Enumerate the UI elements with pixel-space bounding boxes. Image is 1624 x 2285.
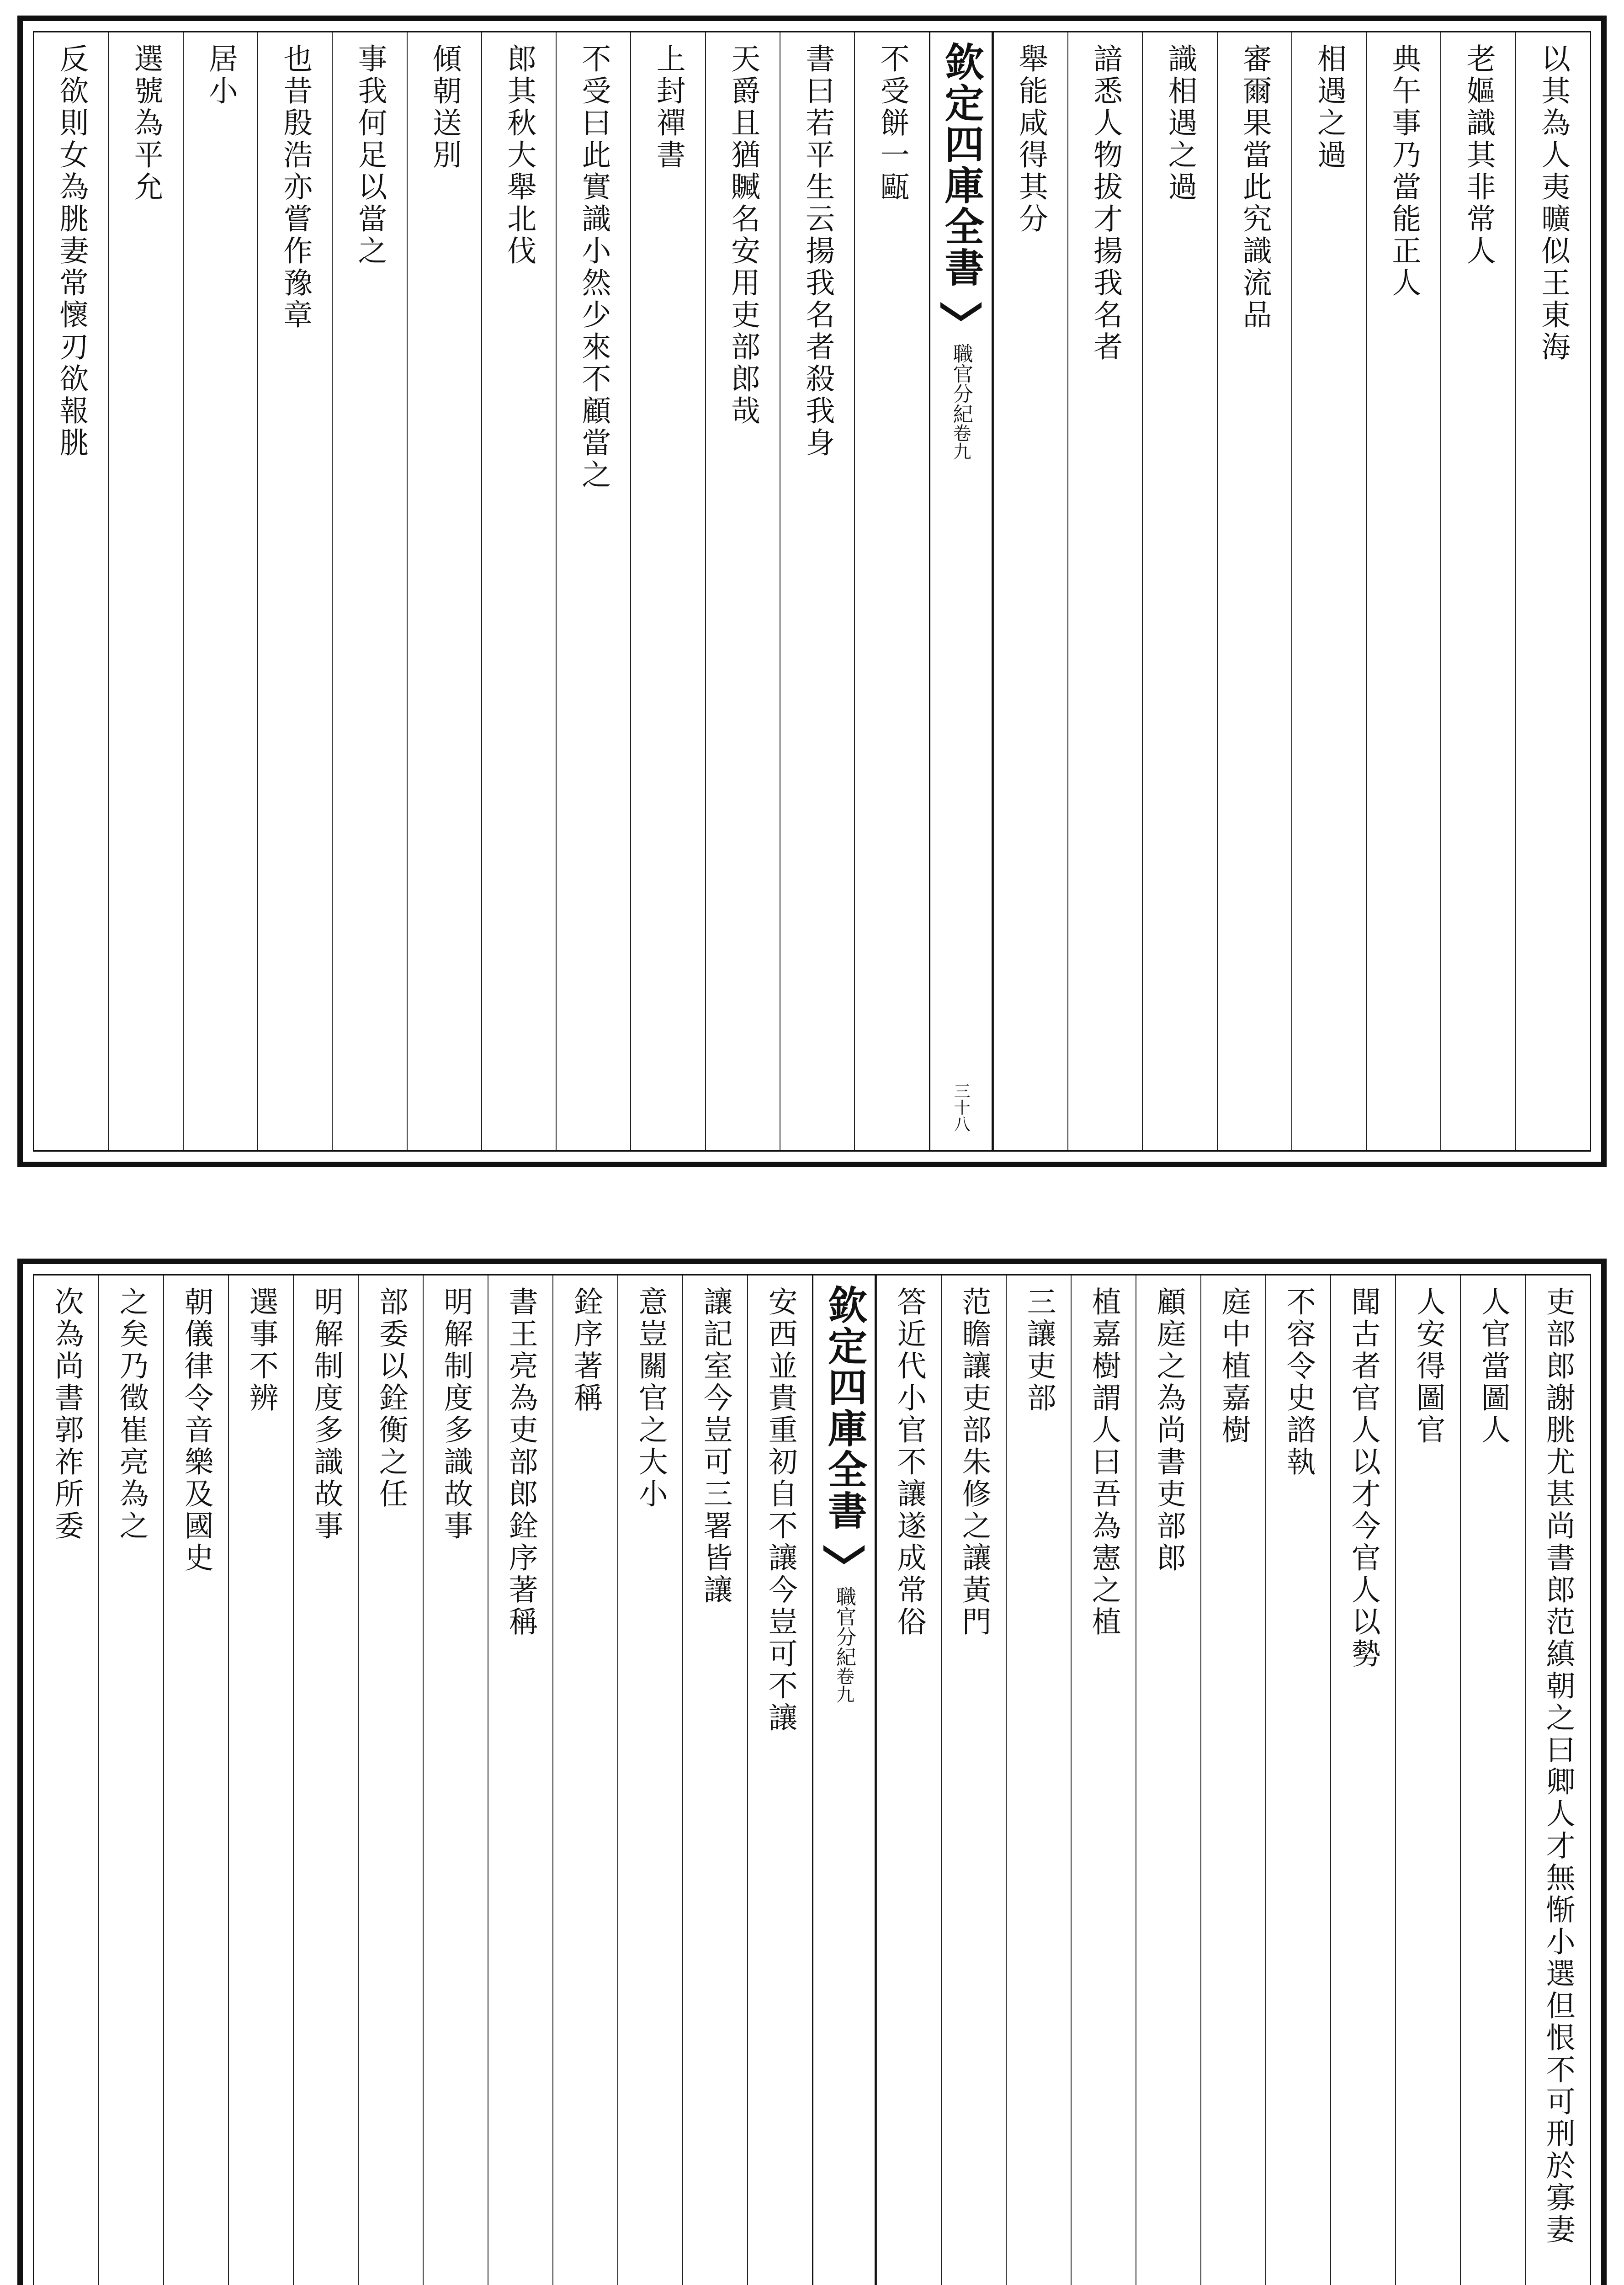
text-column	[108, 32, 182, 1150]
column-text: 不受曰此實識小然少來不顧當之	[577, 43, 611, 491]
section-title: 職官分紀	[949, 343, 973, 424]
juan-number: 卷九	[950, 424, 971, 460]
column-text: 反欲則女為朓妻常懷刃欲報朓	[54, 43, 89, 459]
column-text: 識相遇之過	[1163, 43, 1197, 203]
column-text: 居小	[203, 43, 238, 107]
text-column	[183, 32, 257, 1150]
text-column	[1460, 1275, 1525, 2285]
column-text: 明解制度多識故事	[309, 1286, 343, 1542]
bottom-page-columns	[34, 1275, 1590, 2285]
column-text: 相遇之過	[1312, 43, 1347, 171]
text-column	[617, 1275, 682, 2285]
column-text: 朝儀律令音樂及國史	[179, 1286, 213, 1574]
text-column	[228, 1275, 293, 2285]
fish-tail-mark-icon	[823, 1545, 865, 1573]
column-text: 明解制度多識故事	[439, 1286, 473, 1542]
column-text: 部委以銓衡之任	[374, 1286, 408, 1510]
column-text: 意豈關官之大小	[633, 1286, 668, 1510]
text-column	[1136, 1275, 1200, 2285]
column-text: 銓序著稱	[568, 1286, 603, 1414]
fish-tail-mark-icon	[940, 302, 982, 329]
column-text: 人安得圖官	[1411, 1286, 1445, 1446]
text-column	[1525, 1275, 1590, 2285]
section-title: 職官分紀	[833, 1586, 856, 1667]
column-text: 答近代小官不讓遂成常俗	[892, 1286, 926, 1638]
text-column	[423, 1275, 488, 2285]
column-text: 之矣乃徵崔亮為之	[114, 1286, 149, 1542]
text-column	[1366, 32, 1440, 1150]
column-text: 傾朝送別	[427, 43, 462, 171]
top-page-frame	[33, 31, 1591, 1152]
text-column	[993, 32, 1067, 1150]
text-column	[1291, 32, 1366, 1150]
column-text: 諳悉人物拔才揚我名者	[1088, 43, 1123, 363]
text-column	[1440, 32, 1515, 1150]
center-margin-column	[929, 32, 993, 1150]
text-column	[1006, 1275, 1071, 2285]
text-column	[941, 1275, 1006, 2285]
column-text: 天爵且猶贓名安用吏部郎哉	[726, 43, 760, 427]
text-column	[163, 1275, 228, 2285]
column-text: 老嫗識其非常人	[1461, 43, 1496, 267]
text-column	[332, 32, 406, 1150]
folio-number: 三十八	[951, 1083, 971, 1132]
text-column	[630, 32, 705, 1150]
column-text: 以其為人夷曠似王東海	[1536, 43, 1570, 363]
text-column	[257, 32, 332, 1150]
column-text: 選事不辨	[244, 1286, 278, 1414]
column-text: 書曰若平生云揚我名者殺我身	[801, 43, 835, 459]
column-text: 事我何足以當之	[353, 43, 387, 267]
column-text: 不容令史諮執	[1281, 1286, 1316, 1478]
text-column	[556, 32, 630, 1150]
column-text: 人官當圖人	[1476, 1286, 1510, 1446]
column-text: 郎其秋大舉北伐	[502, 43, 536, 267]
column-text: 上封禪書	[651, 43, 685, 171]
text-column	[1330, 1275, 1395, 2285]
bottom-page	[17, 1259, 1607, 2285]
text-column	[407, 32, 481, 1150]
bottom-page-frame	[33, 1274, 1591, 2285]
text-column	[705, 32, 780, 1150]
column-text: 不受餅一甌	[875, 43, 909, 203]
column-text: 安西並貴重初自不讓今豈可不讓	[763, 1286, 797, 1734]
text-column	[552, 1275, 617, 2285]
text-column	[1515, 32, 1590, 1150]
text-column	[1067, 32, 1142, 1150]
text-column	[1395, 1275, 1460, 2285]
column-text: 典午事乃當能正人	[1387, 43, 1421, 299]
text-column	[34, 1275, 98, 2285]
juan-number: 卷九	[833, 1667, 854, 1703]
column-text: 舉能咸得其分	[1014, 43, 1048, 235]
column-text: 審爾果當此究識流品	[1237, 43, 1272, 331]
text-column	[780, 32, 854, 1150]
text-column	[98, 1275, 163, 2285]
column-text: 庭中植嘉樹	[1216, 1286, 1251, 1446]
column-text: 書王亮為吏部郎銓序著稱	[504, 1286, 538, 1638]
book-title: 欽定四庫全書	[821, 1285, 867, 1531]
column-text: 顧庭之為尚書吏部郎	[1152, 1286, 1186, 1574]
book-title: 欽定四庫全書	[938, 42, 984, 288]
top-page	[17, 16, 1607, 1167]
text-column	[682, 1275, 747, 2285]
column-text: 三讓吏部	[1022, 1286, 1056, 1414]
text-column	[1217, 32, 1291, 1150]
top-page-columns	[34, 32, 1590, 1150]
text-column	[747, 1275, 812, 2285]
column-text: 范瞻讓吏部朱修之讓黃門	[957, 1286, 991, 1638]
text-column	[358, 1275, 423, 2285]
text-column	[293, 1275, 358, 2285]
text-column	[876, 1275, 941, 2285]
text-column	[854, 32, 929, 1150]
column-text: 讓記室今豈可三署皆讓	[698, 1286, 732, 1606]
column-text: 也昔殷浩亦嘗作豫章	[278, 43, 313, 331]
text-column	[481, 32, 556, 1150]
text-column	[488, 1275, 552, 2285]
text-column	[1200, 1275, 1265, 2285]
column-text: 次為尚書郭祚所委	[49, 1286, 84, 1542]
column-text: 聞古者官人以才今官人以勢	[1346, 1286, 1380, 1670]
column-text: 吏部郎謝朓尤甚尚書郎范縝朝之曰卿人才無惭小選但恨不可刑於寡妻	[1541, 1286, 1575, 2246]
text-column	[1142, 32, 1216, 1150]
text-column	[1071, 1275, 1136, 2285]
column-text: 植嘉樹謂人曰吾為憲之植	[1087, 1286, 1121, 1638]
column-text: 選號為平允	[129, 43, 163, 203]
center-margin-column	[812, 1275, 876, 2285]
text-column	[34, 32, 108, 1150]
text-column	[1265, 1275, 1330, 2285]
